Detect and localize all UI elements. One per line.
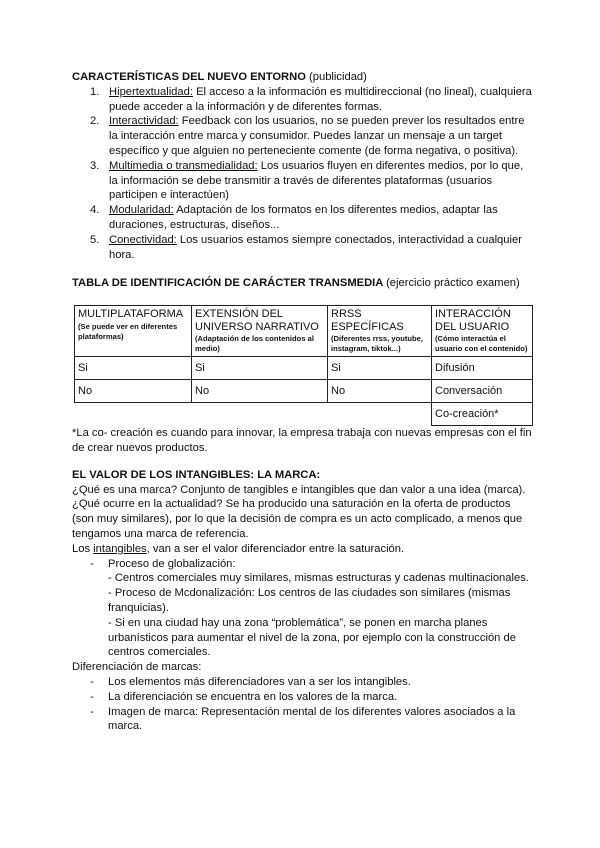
list-item: 3. Multimedia o transmedialidad: Los usuarios fluyen en diferentes medios, por lo que, la información se debe transmitir a través de diferentes plataformas (usuarios participen e interactúen): [90, 159, 524, 202]
list-item: 1. Hipertextualidad: El acceso a la información es multidireccional (no lineal), cualquiera puede acceder a la información y de diferentes formas.: [90, 85, 532, 113]
table-footnote: *La co- creación es cuando para innovar, la empresa trabaja con nuevas empresas con el fin de crear nuevos productos.: [72, 427, 532, 454]
list-item: 4. Modularidad: Adaptación de los formatos en los diferentes medios, adaptar las duraciones, estructuras, diseños...: [90, 204, 498, 231]
table-row: [75, 380, 533, 403]
list-item: - Los elementos más diferenciadores van a ser los intangibles.: [90, 675, 411, 688]
globalizacion-list: [72, 557, 532, 572]
table-cell: No: [75, 380, 192, 403]
list-item: - Proceso de globalización:: [90, 557, 236, 570]
list-item: - Imagen de marca: Representación mental de los diferentes valores asociados a la marca.: [90, 705, 516, 733]
paragraph: Diferenciación de marcas:: [72, 661, 202, 674]
table-cell: Si: [328, 357, 432, 380]
list-item: - La diferenciación se encuentra en los valores de la marca.: [90, 690, 398, 703]
section-title-tabla: TABLA DE IDENTIFICACIÓN DE CARÁCTER TRANSMEDIA (ejercicio práctico examen): [72, 277, 520, 290]
table-header-cell: RRSS ESPECÍFICAS (Diferentes rrss, youtube, instagram, tiktok...): [328, 306, 432, 357]
list-item: - Si en una ciudad hay una zona “problemática”, se ponen en marcha planes urbanísticos para aumentar el nivel de la zona, por ejemplo con la construcción de centros comerciales.: [108, 616, 516, 659]
table-header-cell: INTERACCIÓN DEL USUARIO (Cómo interactúa el usuario con el contenido): [432, 306, 533, 357]
list-item: - Proceso de Mcdonalización: Los centros de las ciudades son similares (mismas franquicias).: [108, 587, 511, 614]
table-cell: No: [328, 380, 432, 403]
table-header-row: [75, 306, 533, 357]
caracteristicas-list: [72, 85, 532, 263]
table-cell: Conversación: [432, 380, 533, 403]
list-item: 2. Interactividad: Feedback con los usuarios, no se pueden prever los resultados entre la interacción entre marca y consumidor. Puedes lanzar un mensaje a un target específico y que alguien no perteneciente comente (de forma negativa, o positiva).: [90, 115, 525, 157]
section-title-intangibles: EL VALOR DE LOS INTANGIBLES: LA MARCA:: [72, 468, 321, 481]
document-content: [72, 70, 532, 734]
table-cell: [192, 403, 328, 426]
diferenciacion-list: [72, 675, 532, 734]
table-cell: Difusión: [432, 357, 533, 380]
table-header-cell: MULTIPLATAFORMA (Se puede ver en diferentes plataformas): [75, 306, 192, 357]
table-cell: Si: [192, 357, 328, 380]
paragraph: Los intangibles, van a ser el valor diferenciador entre la saturación.: [72, 542, 405, 555]
table-cell: [328, 403, 432, 426]
table-cell: Si: [75, 357, 192, 380]
table-cell: Co-creación*: [432, 403, 533, 426]
table-row: [75, 357, 533, 380]
table-header-cell: EXTENSIÓN DEL UNIVERSO NARRATIVO (Adaptación de los contenidos al medio): [192, 306, 328, 357]
paragraph: ¿Qué es una marca? Conjunto de tangibles e intangibles que dan valor a una idea (marca). ¿Qué ocurre en la actualidad? Se ha producido una saturación en la oferta de productos (son muy similares), por lo que la decisión de compra es un acto complicado, a menos que tengamos una marca de referencia.: [72, 483, 526, 540]
list-item: 5. Conectividad: Los usuarios estamos siempre conectados, interactividad a cualquier hora.: [90, 233, 522, 261]
table-cell: [75, 403, 192, 426]
table-cell: No: [192, 380, 328, 403]
list-item: - Centros comerciales muy similares, mismas estructuras y cadenas multinacionales.: [108, 572, 529, 585]
section-title-caracteristicas: CARACTERÍSTICAS DEL NUEVO ENTORNO (publicidad): [72, 71, 367, 83]
transmedia-table: [74, 305, 533, 426]
table-row: [75, 403, 533, 426]
